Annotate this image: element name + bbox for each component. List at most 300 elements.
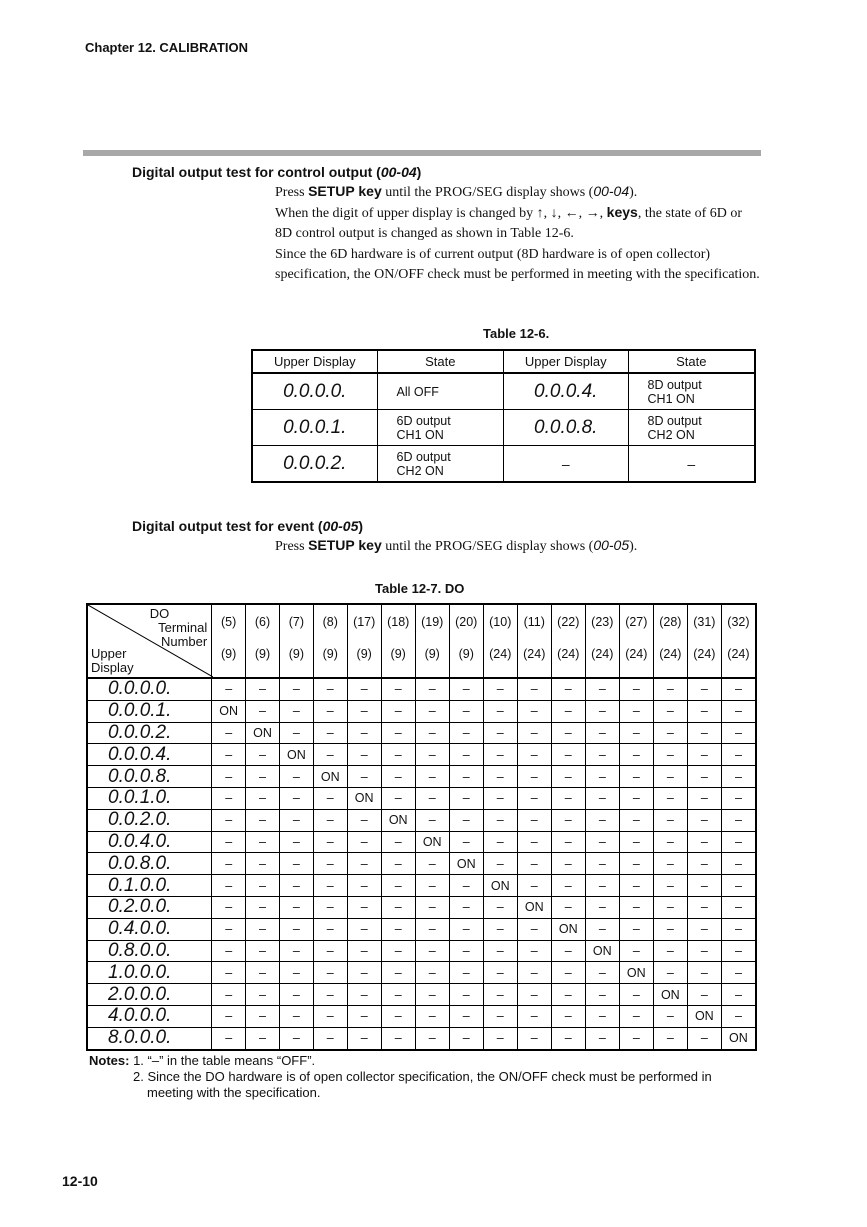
output-state-off: – <box>449 1005 483 1027</box>
output-state-off: – <box>687 962 721 984</box>
output-state-off: – <box>246 678 280 700</box>
table-row <box>87 722 756 744</box>
output-state-off: – <box>381 1005 415 1027</box>
upper-display-value: 0.0.0.1. <box>252 410 377 446</box>
output-state-on: ON <box>381 809 415 831</box>
output-state-on: ON <box>687 1005 721 1027</box>
title-text: Digital output test for control output ( <box>132 164 381 180</box>
output-state-off: – <box>517 962 551 984</box>
output-state-off: – <box>449 744 483 766</box>
output-state-off: – <box>415 787 449 809</box>
output-state-off: – <box>585 678 619 700</box>
output-state-off: – <box>313 875 347 897</box>
output-state-off: – <box>483 918 517 940</box>
output-state-off: – <box>415 809 449 831</box>
output-state-off: – <box>449 896 483 918</box>
output-state-off: – <box>212 875 246 897</box>
output-state-off: – <box>585 1027 619 1049</box>
state-value <box>628 373 755 410</box>
output-state-off: – <box>212 722 246 744</box>
output-state-off: – <box>449 984 483 1006</box>
output-state-off: – <box>212 918 246 940</box>
output-state-off: – <box>347 1027 381 1049</box>
terminal-header <box>585 604 619 678</box>
output-state-off: – <box>347 1005 381 1027</box>
output-state-off: – <box>619 1005 653 1027</box>
common-terminal-number: (9) <box>424 647 440 661</box>
output-state-off: – <box>517 831 551 853</box>
output-state-off: – <box>721 787 756 809</box>
output-state-off: – <box>721 766 756 788</box>
output-state-off: – <box>381 875 415 897</box>
table-row <box>87 1005 756 1027</box>
output-state-off: – <box>415 678 449 700</box>
output-state-off: – <box>653 744 687 766</box>
terminal-header <box>653 604 687 678</box>
output-state-off: – <box>483 1027 517 1049</box>
output-state-off: – <box>279 1027 313 1049</box>
text: ). <box>629 185 638 200</box>
output-state-off: – <box>721 831 756 853</box>
output-state-off: – <box>483 831 517 853</box>
setup-key-label: SETUP key <box>308 537 382 553</box>
output-state-off: – <box>381 787 415 809</box>
upper-display-value: 0.0.0.0. <box>87 678 212 700</box>
output-state-off: – <box>415 744 449 766</box>
output-state-off: – <box>279 918 313 940</box>
output-state-off: – <box>279 896 313 918</box>
output-state-off: – <box>619 766 653 788</box>
output-state-off: – <box>483 678 517 700</box>
state-value <box>628 410 755 446</box>
terminal-number: (31) <box>693 615 716 629</box>
output-state-off: – <box>551 875 585 897</box>
section2-line1 <box>275 537 760 558</box>
output-state-off: – <box>313 744 347 766</box>
output-state-off: – <box>687 896 721 918</box>
notes-label: Notes: <box>89 1053 130 1068</box>
output-state-off: – <box>279 875 313 897</box>
output-state-off: – <box>415 875 449 897</box>
output-state-off: – <box>585 809 619 831</box>
upper-display-value: 0.0.2.0. <box>87 809 212 831</box>
common-terminal-number: (24) <box>693 647 716 661</box>
upper-display-value: 0.0.4.0. <box>87 831 212 853</box>
output-state-off: – <box>279 984 313 1006</box>
table-row <box>87 831 756 853</box>
output-state-off: – <box>585 962 619 984</box>
output-state-on: ON <box>313 766 347 788</box>
output-state-off: – <box>551 853 585 875</box>
output-state-off: – <box>653 678 687 700</box>
chapter-header: Chapter 12. CALIBRATION <box>85 40 248 55</box>
output-state-off: – <box>585 918 619 940</box>
title-text: Digital output test for event ( <box>132 518 323 534</box>
output-state-off: – <box>551 831 585 853</box>
upper-display-value: 0.0.1.0. <box>87 787 212 809</box>
output-state-off: – <box>551 678 585 700</box>
output-state-off: – <box>381 918 415 940</box>
common-terminal-number: (9) <box>254 647 271 661</box>
output-state-off: – <box>517 722 551 744</box>
output-state-off: – <box>381 722 415 744</box>
table-row <box>87 853 756 875</box>
output-state-off: – <box>415 700 449 722</box>
output-state-off: – <box>246 875 280 897</box>
terminal-header <box>246 604 280 678</box>
terminal-number: (17) <box>353 615 376 629</box>
output-state-off: – <box>721 744 756 766</box>
output-state-off: – <box>721 984 756 1006</box>
terminal-header <box>687 604 721 678</box>
table-row <box>87 809 756 831</box>
output-state-off: – <box>653 700 687 722</box>
output-state-off: – <box>517 984 551 1006</box>
section-divider <box>83 150 761 156</box>
table-row <box>87 984 756 1006</box>
output-state-off: – <box>246 1027 280 1049</box>
output-state-off: – <box>619 853 653 875</box>
output-state-off: – <box>449 809 483 831</box>
upper-display-value: 0.1.0.0. <box>87 875 212 897</box>
upper-display-value: 0.0.0.4. <box>87 744 212 766</box>
output-state-on: ON <box>279 744 313 766</box>
output-state-off: – <box>313 700 347 722</box>
output-state-off: – <box>517 875 551 897</box>
output-state-off: – <box>687 744 721 766</box>
output-state-off: – <box>381 831 415 853</box>
output-state-off: – <box>721 678 756 700</box>
output-state-off: – <box>585 787 619 809</box>
output-state-off: – <box>721 962 756 984</box>
output-state-off: – <box>551 722 585 744</box>
output-state-off: – <box>313 787 347 809</box>
output-state-on: ON <box>449 853 483 875</box>
output-state-off: – <box>551 896 585 918</box>
terminal-number: (28) <box>659 615 682 629</box>
section-title-control-output <box>132 164 421 180</box>
output-state-off: – <box>415 984 449 1006</box>
output-state-off: – <box>347 700 381 722</box>
output-state-off: – <box>246 1005 280 1027</box>
output-state-off: – <box>585 722 619 744</box>
output-state-off: – <box>687 875 721 897</box>
output-state-off: – <box>483 896 517 918</box>
state-line2: CH2 ON <box>647 427 695 442</box>
notes <box>89 1053 749 1101</box>
output-state-off: – <box>653 766 687 788</box>
corner-label-upper-display <box>91 647 134 675</box>
output-state-off: – <box>449 678 483 700</box>
output-state-off: – <box>551 809 585 831</box>
text: Press <box>275 185 309 200</box>
output-state-off: – <box>347 896 381 918</box>
note-1 <box>89 1053 749 1069</box>
upper-display-value: 0.0.0.1. <box>87 700 212 722</box>
output-state-off: – <box>585 744 619 766</box>
section1-line1 <box>275 183 760 204</box>
output-state-on: ON <box>212 700 246 722</box>
output-state-off: – <box>653 722 687 744</box>
output-state-off: – <box>551 962 585 984</box>
note-1-text: 1. “–” in the table means “OFF”. <box>129 1053 316 1068</box>
common-terminal-number: (9) <box>390 647 406 661</box>
output-state-off: – <box>483 1005 517 1027</box>
output-state-off: – <box>619 722 653 744</box>
output-state-off: – <box>381 700 415 722</box>
text: until the PROG/SEG display shows ( <box>381 185 594 200</box>
upper-display-value: 0.0.0.2. <box>252 446 377 483</box>
upper-display-value: 8.0.0.0. <box>87 1027 212 1049</box>
output-state-off: – <box>585 896 619 918</box>
state-line1: All OFF <box>396 384 439 399</box>
common-terminal-number: (24) <box>557 647 580 661</box>
table-row <box>87 940 756 962</box>
output-state-off: – <box>483 766 517 788</box>
output-state-off: – <box>381 984 415 1006</box>
output-state-off: – <box>721 1005 756 1027</box>
output-state-off: – <box>313 809 347 831</box>
output-state-off: – <box>653 853 687 875</box>
output-state-off: – <box>449 962 483 984</box>
empty-display-value: – <box>503 446 628 483</box>
output-state-off: – <box>483 722 517 744</box>
state-line2: CH2 ON <box>396 463 444 478</box>
terminal-header <box>551 604 585 678</box>
output-state-off: – <box>721 918 756 940</box>
output-state-off: – <box>449 875 483 897</box>
output-state-off: – <box>551 744 585 766</box>
output-state-off: – <box>212 984 246 1006</box>
output-state-off: – <box>212 962 246 984</box>
common-terminal-number: (9) <box>322 647 338 661</box>
terminal-number: (8) <box>322 615 338 629</box>
state-value <box>377 446 503 483</box>
output-state-off: – <box>517 766 551 788</box>
output-state-off: – <box>653 831 687 853</box>
section1-line2 <box>275 204 760 245</box>
output-state-off: – <box>212 896 246 918</box>
output-state-off: – <box>381 766 415 788</box>
output-state-off: – <box>246 809 280 831</box>
output-state-off: – <box>381 1027 415 1049</box>
output-state-off: – <box>551 1005 585 1027</box>
output-state-off: – <box>653 875 687 897</box>
terminal-number: (23) <box>591 615 614 629</box>
table-row <box>87 678 756 700</box>
output-state-off: – <box>313 678 347 700</box>
output-state-off: – <box>212 766 246 788</box>
output-state-on: ON <box>415 831 449 853</box>
output-state-off: – <box>212 678 246 700</box>
output-state-off: – <box>246 853 280 875</box>
note-2: 2. Since the DO hardware is of open collector specification, the ON/OFF check must be performed in meeting with the specification. <box>133 1069 712 1100</box>
output-state-off: – <box>347 766 381 788</box>
output-state-off: – <box>212 853 246 875</box>
output-state-off: – <box>246 984 280 1006</box>
output-state-off: – <box>585 984 619 1006</box>
output-state-off: – <box>619 984 653 1006</box>
output-state-off: – <box>721 896 756 918</box>
output-state-off: – <box>246 744 280 766</box>
output-state-off: – <box>483 962 517 984</box>
terminal-header <box>313 604 347 678</box>
state-line1: 6D output <box>396 413 451 428</box>
corner-label-display: Display <box>91 660 134 675</box>
output-state-off: – <box>347 940 381 962</box>
output-state-off: – <box>687 918 721 940</box>
output-state-off: – <box>619 678 653 700</box>
section1-body <box>275 183 760 286</box>
output-state-off: – <box>449 918 483 940</box>
output-state-on: ON <box>551 918 585 940</box>
output-state-off: – <box>721 853 756 875</box>
terminal-number: (5) <box>221 615 237 629</box>
output-state-off: – <box>246 896 280 918</box>
common-terminal-number: (24) <box>659 647 682 661</box>
state-value <box>377 373 503 410</box>
output-state-off: – <box>619 787 653 809</box>
output-state-off: – <box>347 809 381 831</box>
table6-header-row <box>252 350 755 373</box>
output-state-off: – <box>279 831 313 853</box>
output-state-off: – <box>483 940 517 962</box>
output-state-off: – <box>313 962 347 984</box>
common-terminal-number: (24) <box>727 647 750 661</box>
output-state-off: – <box>246 962 280 984</box>
output-state-off: – <box>246 918 280 940</box>
output-state-off: – <box>721 875 756 897</box>
output-state-off: – <box>347 722 381 744</box>
output-state-off: – <box>415 896 449 918</box>
output-state-off: – <box>687 787 721 809</box>
output-state-off: – <box>551 1027 585 1049</box>
output-state-off: – <box>517 678 551 700</box>
table-row <box>252 410 755 446</box>
output-state-off: – <box>687 831 721 853</box>
table-12-7 <box>86 603 757 1051</box>
page-number: 12-10 <box>62 1173 98 1189</box>
output-state-off: – <box>619 940 653 962</box>
output-state-off: – <box>415 766 449 788</box>
text: When the digit of upper display is changed by ↑, ↓, ←, →, <box>275 205 607 221</box>
output-state-off: – <box>687 853 721 875</box>
output-state-off: – <box>313 984 347 1006</box>
output-state-off: – <box>551 984 585 1006</box>
header-upper-display: Upper Display <box>252 350 377 373</box>
header-state: State <box>377 350 503 373</box>
output-state-off: – <box>721 809 756 831</box>
output-state-off: – <box>483 744 517 766</box>
section2-body <box>275 537 760 558</box>
output-state-off: – <box>212 1005 246 1027</box>
upper-display-value: 0.4.0.0. <box>87 918 212 940</box>
terminal-header <box>347 604 381 678</box>
output-state-off: – <box>687 722 721 744</box>
table-row <box>87 766 756 788</box>
output-state-off: – <box>279 678 313 700</box>
output-state-off: – <box>415 962 449 984</box>
output-state-off: – <box>517 940 551 962</box>
keys-label: keys <box>606 203 638 220</box>
output-state-off: – <box>585 875 619 897</box>
table-row <box>87 1027 756 1049</box>
common-terminal-number: (24) <box>523 647 546 661</box>
table-row <box>87 875 756 897</box>
table-row <box>87 787 756 809</box>
output-state-off: – <box>313 1027 347 1049</box>
output-state-off: – <box>347 984 381 1006</box>
terminal-header <box>415 604 449 678</box>
upper-display-value: 0.0.0.4. <box>503 373 628 410</box>
table7-header-row <box>87 604 756 678</box>
table-row <box>252 373 755 410</box>
diagonal-header-cell <box>87 604 212 678</box>
output-state-off: – <box>653 918 687 940</box>
header-upper-display: Upper Display <box>503 350 628 373</box>
output-state-off: – <box>653 940 687 962</box>
terminal-number: (27) <box>625 615 648 629</box>
output-state-off: – <box>619 809 653 831</box>
title-end: ) <box>416 164 422 180</box>
output-state-off: – <box>415 853 449 875</box>
output-state-off: – <box>246 940 280 962</box>
output-state-off: – <box>449 722 483 744</box>
output-state-off: – <box>687 678 721 700</box>
table-row <box>87 918 756 940</box>
output-state-off: – <box>279 722 313 744</box>
state-line2: CH1 ON <box>396 427 444 442</box>
output-state-on: ON <box>721 1027 756 1049</box>
output-state-off: – <box>415 940 449 962</box>
terminal-header <box>381 604 415 678</box>
output-state-off: – <box>483 984 517 1006</box>
output-state-off: – <box>517 1027 551 1049</box>
output-state-off: – <box>517 1005 551 1027</box>
output-state-off: – <box>449 787 483 809</box>
output-state-off: – <box>653 809 687 831</box>
output-state-off: – <box>653 1027 687 1049</box>
output-state-on: ON <box>246 722 280 744</box>
text: ). <box>629 539 638 554</box>
title-code: 00-05 <box>322 518 359 534</box>
corner-label-terminal: Terminal <box>158 620 208 635</box>
common-terminal-number: (24) <box>625 647 648 661</box>
output-state-off: – <box>279 700 313 722</box>
output-state-off: – <box>279 853 313 875</box>
output-state-off: – <box>687 940 721 962</box>
output-state-off: – <box>619 700 653 722</box>
table-row <box>87 744 756 766</box>
output-state-on: ON <box>619 962 653 984</box>
table7-caption: Table 12-7. DO <box>375 581 465 596</box>
table-row <box>87 962 756 984</box>
terminal-number: (11) <box>523 615 545 629</box>
terminal-number: (19) <box>421 615 444 629</box>
output-state-off: – <box>313 831 347 853</box>
code: 00-05 <box>593 537 630 553</box>
output-state-off: – <box>721 940 756 962</box>
upper-display-value: 4.0.0.0. <box>87 1005 212 1027</box>
state-line1: 6D output <box>396 449 451 464</box>
common-terminal-number: (24) <box>591 647 614 661</box>
output-state-off: – <box>585 766 619 788</box>
output-state-off: – <box>585 853 619 875</box>
output-state-off: – <box>517 809 551 831</box>
output-state-off: – <box>313 918 347 940</box>
state-line1: 8D output <box>647 377 702 392</box>
output-state-off: – <box>653 787 687 809</box>
